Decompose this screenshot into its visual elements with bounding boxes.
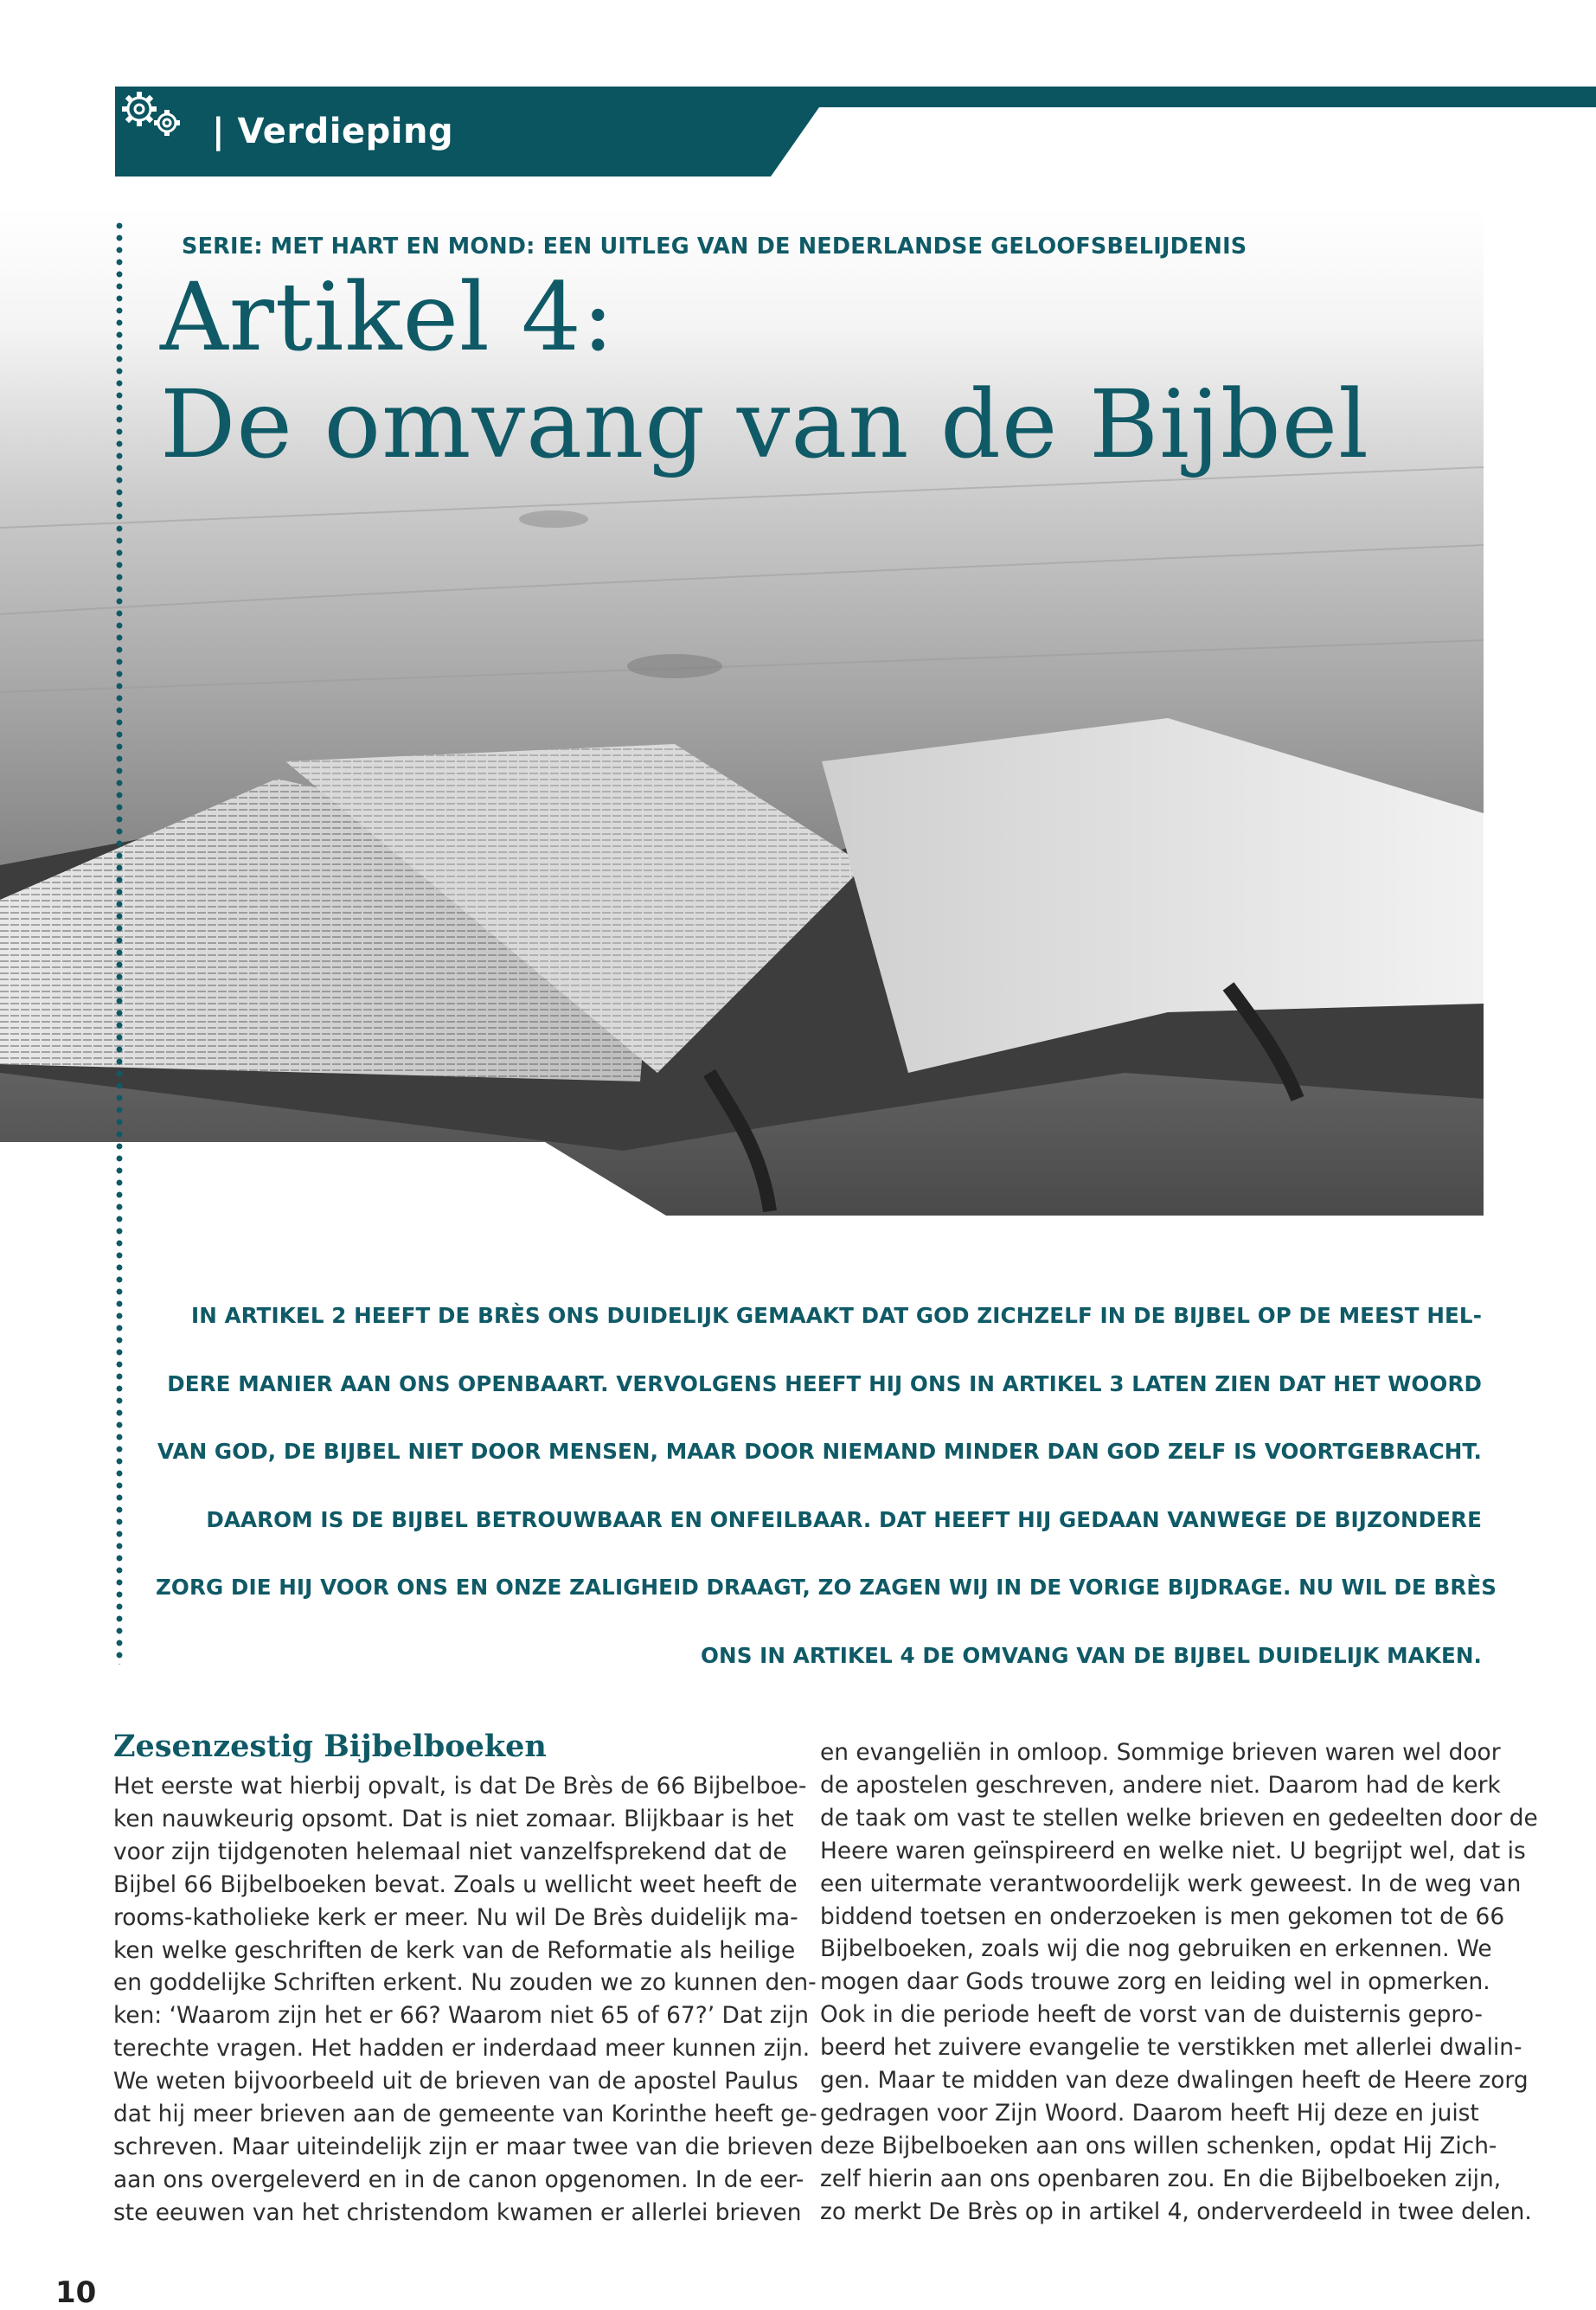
body-line: schreven. Maar uiteindelijk zijn er maar twee van die brieven (113, 2133, 814, 2160)
body-line: Heere waren geïnspireerd en welke niet. U begrijpt wel, dat is (820, 1837, 1526, 1864)
body-column-right (820, 1736, 1538, 2229)
body-line: voor zijn tijdgenoten helemaal niet vanzelfsprekend dat de (113, 1838, 787, 1865)
body-line: Bijbelboeken, zoals wij die nog gebruiken en erkennen. We (820, 1935, 1492, 1963)
body-line: de apostelen geschreven, andere niet. Daarom had de kerk (820, 1771, 1501, 1799)
body-line: Bijbel 66 Bijbelboeken bevat. Zoals u wellicht weet heeft de (113, 1870, 798, 1898)
body-line: een uitermate verantwoordelijk werk geweest. In de weg van (820, 1870, 1522, 1897)
intro-line: DERE MANIER AAN ONS OPENBAART. VERVOLGENS HEEFT HIJ ONS IN ARTIKEL 3 LATEN ZIEN DAT HET WOORD (167, 1370, 1482, 1396)
intro-line: DAAROM IS DE BIJBEL BETROUWBAAR EN ONFEILBAAR. DAT HEEFT HIJ GEDAAN VANWEGE DE BIJZONDERE (206, 1506, 1482, 1532)
body-line: Ook in die periode heeft de vorst van de duisternis gepro- (820, 2001, 1483, 2029)
gears-icon (115, 87, 188, 140)
body-column-left (113, 1770, 817, 2230)
body-line: biddend toetsen en onderzoeken is men gekomen tot de 66 (820, 1903, 1505, 1930)
intro-line: ONS IN ARTIKEL 4 DE OMVANG VAN DE BIJBEL DUIDELIJK MAKEN. (701, 1642, 1482, 1668)
intro-line: VAN GOD, DE BIJBEL NIET DOOR MENSEN, MAAR DOOR NIEMAND MINDER DAN GOD ZELF IS VOORTGEBRACHT. (157, 1439, 1482, 1464)
section-label: | Verdieping (212, 112, 454, 151)
body-line: ste eeuwen van het christendom kwamen er allerlei brieven (113, 2198, 802, 2226)
body-line: mogen daar Gods trouwe zorg en leiding wel in opmerken. (820, 1968, 1490, 1996)
body-line: terechte vragen. Het hadden er inderdaad meer kunnen zijn. (113, 2035, 811, 2063)
body-line: ken welke geschriften de kerk van de Reformatie als heilige (113, 1936, 796, 1964)
body-line: Het eerste wat hierbij opvalt, is dat De Brès de 66 Bijbelboe- (113, 1773, 807, 1800)
body-line: ken: ‘Waarom zijn het er 66? Waarom niet 65 of 67?’ Dat zijn (113, 2002, 809, 2030)
article-title (160, 264, 1369, 478)
page-number: 10 (55, 2275, 97, 2310)
body-line: gedragen voor Zijn Woord. Daarom heeft Hij deze en juist (820, 2099, 1479, 2127)
body-line: zelf hierin aan ons openbaren zou. En die Bijbelboeken zijn, (820, 2165, 1502, 2192)
body-line: rooms-katholieke kerk er meer. Nu wil De Brès duidelijk ma- (113, 1903, 798, 1931)
section-banner (115, 87, 1596, 176)
body-line: de taak om vast te stellen welke brieven en gedeelten door de (820, 1804, 1538, 1832)
title-line-2: De omvang van de Bijbel (160, 369, 1369, 479)
intro-line: IN ARTIKEL 2 HEEFT DE BRÈS ONS DUIDELIJK GEMAAKT DAT GOD ZICHZELF IN DE BIJBEL OP DE MEEST HEL- (190, 1303, 1482, 1328)
body-line: We weten bijvoorbeeld uit de brieven van de apostel Paulus (113, 2068, 798, 2095)
body-line: zo merkt De Brès op in artikel 4, onderverdeeld in twee delen. (820, 2198, 1532, 2225)
body-line: en evangeliën in omloop. Sommige brieven waren wel door (820, 1739, 1501, 1766)
dotted-rule (116, 220, 123, 1665)
section-subheading: Zesenzestig Bijbelboeken (113, 1729, 547, 1764)
series-label: SERIE: MET HART EN MOND: EEN UITLEG VAN DE NEDERLANDSE GELOOFSBELIJDENIS (182, 234, 1247, 260)
body-line: gen. Maar te midden van deze dwalingen heeft de Heere zorg (820, 2067, 1529, 2095)
body-line: dat hij meer brieven aan de gemeente van Korinthe heeft ge- (113, 2101, 817, 2128)
body-line: deze Bijbelboeken aan ons willen schenken, opdat Hij Zich- (820, 2132, 1497, 2159)
body-line: beerd het zuivere evangelie te verstikken met allerlei dwalin- (820, 2034, 1522, 2062)
body-line: ken nauwkeurig opsomt. Dat is niet zomaar. Blijkbaar is het (113, 1805, 794, 1832)
intro-paragraph (156, 1282, 1497, 1690)
body-line: aan ons overgeleverd en in de canon opgenomen. In de eer- (113, 2166, 804, 2193)
body-line: en goddelijke Schriften erkent. Nu zouden we zo kunnen den- (113, 1969, 817, 1997)
title-line-1: Artikel 4: (160, 262, 615, 372)
intro-line: ZORG DIE HIJ VOOR ONS EN ONZE ZALIGHEID DRAAGT, ZO ZAGEN WIJ IN DE VORIGE BIJDRAGE. NU WIL DE BRÈS (156, 1575, 1497, 1600)
